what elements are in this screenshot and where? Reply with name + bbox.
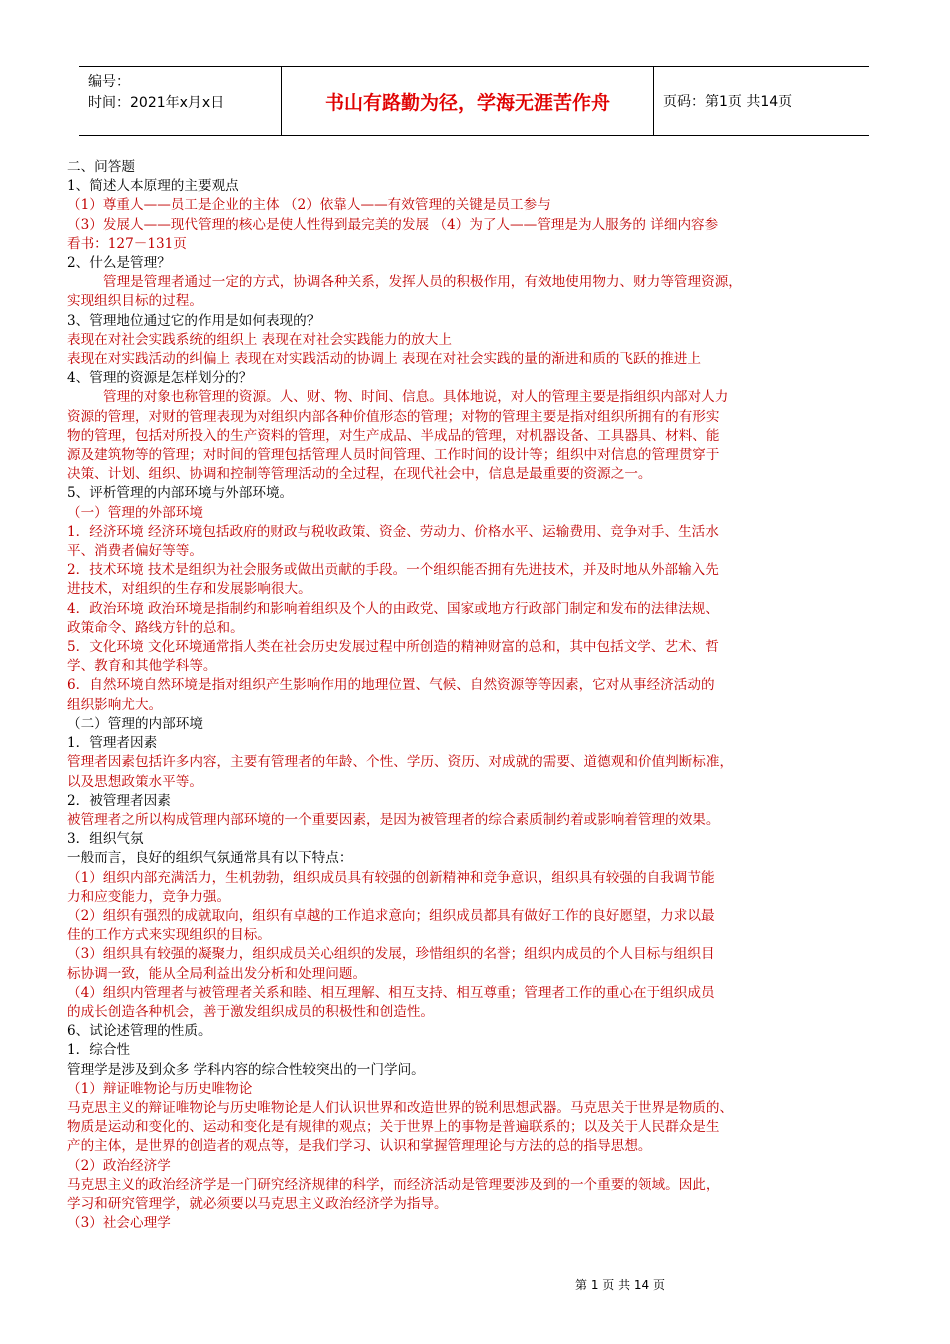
- document-body: [67, 158, 879, 1233]
- text-line: （1）组织内部充满活力，生机勃勃，组织成员具有较强的创新精神和竞争意识，组织具有较强的自我调节能: [67, 869, 715, 886]
- text-line: 政策命令、路线方针的总和。: [67, 619, 244, 636]
- text-line: 物的管理，包括对所投入的生产资料的管理，对生产成品、半成品的管理，对机器设备、工具器具、材料、能: [67, 427, 720, 444]
- text-line: 2．技术环境 技术是组织为社会服务或做出贡献的手段。一个组织能否拥有先进技术，并及时地从外部输入先: [67, 562, 719, 579]
- text-line: 马克思主义的政治经济学是一门研究经济规律的科学，而经济活动是管理要涉及到的一个重要的领域。因此，: [67, 1176, 720, 1193]
- text-line: 学、教育和其他学科等。: [67, 658, 217, 675]
- text-line: （2）政治经济学: [67, 1157, 171, 1174]
- text-line: 4、管理的资源是怎样划分的？: [67, 370, 253, 387]
- text-line: （1）尊重人——员工是企业的主体 （2）依靠人——有效管理的关键是员工参与: [67, 197, 551, 214]
- text-line: （二）管理的内部环境: [67, 715, 203, 732]
- text-line: （2）组织有强烈的成就取向，组织有卓越的工作追求意向；组织成员都具有做好工作的良好愿望，力求以最: [67, 907, 715, 924]
- text-line: 表现在对实践活动的纠偏上 表现在对实践活动的协调上 表现在对社会实践的量的渐进和质的飞跃的推进上: [67, 351, 701, 368]
- text-line: 管理的对象也称管理的资源。人、财、物、时间、信息。具体地说，对人的管理主要是指组织内部对人力: [103, 389, 729, 406]
- text-line: 1．经济环境 经济环境包括政府的财政与税收政策、资金、劳动力、价格水平、运输费用、竞争对手、生活水: [67, 523, 719, 540]
- text-line: （一）管理的外部环境: [67, 504, 203, 521]
- text-line: 3、管理地位通过它的作用是如何表现的？: [67, 312, 321, 329]
- text-line: 力和应变能力，竞争力强。: [67, 888, 231, 905]
- text-line: 佳的工作方式来实现组织的目标。: [67, 927, 271, 944]
- text-line: 的成长创造各种机会，善于激发组织成员的积极性和创造性。: [67, 1003, 435, 1020]
- number-label: 编号：: [88, 74, 130, 90]
- text-line: 被管理者之所以构成管理内部环境的一个重要因素，是因为被管理者的综合素质制约着或影响着管理的效果。: [67, 811, 720, 828]
- text-line: 物质是运动和变化的、运动和变化是有规律的观点；关于世界上的事物是普遍联系的；以及关于人民群众是生: [67, 1119, 720, 1136]
- text-line: 1．管理者因素: [67, 735, 158, 752]
- text-line: 5．文化环境 文化环境通常指人类在社会历史发展过程中所创造的精神财富的总和，其中包括文学、艺术、哲: [67, 639, 719, 656]
- text-line: 2．被管理者因素: [67, 792, 171, 809]
- text-line: 实现组织目标的过程。: [67, 293, 203, 310]
- text-line: 标协调一致，能从全局利益出发分析和处理问题。: [67, 965, 367, 982]
- header-meta: [79, 67, 282, 135]
- text-line: 产的主体，是世界的创造者的观点等，是我们学习、认识和掌握管理理论与方法的总的指导思想。: [67, 1138, 652, 1155]
- text-line: 学习和研究管理学，就必须要以马克思主义政治经济学为指导。: [67, 1195, 448, 1212]
- page-footer: 第 1 页 共 14 页: [575, 1278, 665, 1292]
- text-line: 2、什么是管理？: [67, 255, 171, 272]
- text-line: 进技术，对组织的生存和发展影响很大。: [67, 581, 312, 598]
- text-line: （3）发展人——现代管理的核心是使人性得到最完美的发展 （4）为了人——管理是为人服务的 详细内容参: [67, 216, 719, 233]
- text-line: （3）组织具有较强的凝聚力，组织成员关心组织的发展，珍惜组织的名誉；组织内成员的个人目标与组织目: [67, 946, 715, 963]
- text-line: 6、试论述管理的性质。: [67, 1023, 212, 1040]
- text-line: 1、简述人本原理的主要观点: [67, 178, 239, 195]
- text-line: 管理是管理者通过一定的方式，协调各种关系，发挥人员的积极作用，有效地使用物力、财力等管理资源，: [103, 274, 742, 291]
- text-line: 决策、计划、组织、协调和控制等管理活动的全过程，在现代社会中，信息是最重要的资源之一。: [67, 466, 652, 483]
- text-line: 5、评析管理的内部环境与外部环境。: [67, 485, 294, 502]
- text-line: 看书：127－131页: [67, 235, 187, 252]
- text-line: 资源的管理，对财的管理表现为对组织内部各种价值形态的管理；对物的管理主要是指对组织所拥有的有形实: [67, 408, 720, 425]
- text-line: 4．政治环境 政治环境是指制约和影响着组织及个人的由政党、国家或地方行政部门制定和发布的法律法规、: [67, 600, 719, 617]
- text-line: 平、消费者偏好等等。: [67, 543, 203, 560]
- text-line: 1．综合性: [67, 1042, 131, 1059]
- page-header: [79, 66, 869, 136]
- header-motto: 书山有路勤为径，学海无涯苦作舟: [282, 67, 654, 135]
- text-line: 管理学是涉及到众多 学科内容的综合性较突出的一门学问。: [67, 1061, 425, 1078]
- text-line: 以及思想政策水平等。: [67, 773, 203, 790]
- text-line: 马克思主义的辩证唯物论与历史唯物论是人们认识世界和改造世界的锐利思想武器。马克思关于世界是物质的、: [67, 1099, 734, 1116]
- text-line: 管理者因素包括许多内容，主要有管理者的年龄、个性、学历、资历、对成就的需要、道德观和价值判断标准，: [67, 754, 734, 771]
- text-line: 3．组织气氛: [67, 831, 144, 848]
- text-line: 一般而言，良好的组织气氛通常具有以下特点：: [67, 850, 353, 867]
- text-line: （3）社会心理学: [67, 1215, 171, 1232]
- text-line: 二、问答题: [67, 159, 135, 175]
- text-line: 组织影响尤大。: [67, 696, 163, 713]
- text-line: 表现在对社会实践系统的组织上 表现在对社会实践能力的放大上: [67, 331, 452, 348]
- text-line: （1）辩证唯物论与历史唯物论: [67, 1080, 253, 1097]
- text-line: （4）组织内管理者与被管理者关系和睦、相互理解、相互支持、相互尊重；管理者工作的重心在于组织成员: [67, 984, 715, 1001]
- time-label: 时间：2021年x月x日: [88, 95, 225, 111]
- header-page-info: 页码：第1页 共14页: [663, 94, 793, 110]
- text-line: 源及建筑物等的管理；对时间的管理包括管理人员时间管理、工作时间的设计等；组织中对信息的管理贯穿于: [67, 447, 720, 464]
- text-line: 6．自然环境自然环境是指对组织产生影响作用的地理位置、气候、自然资源等等因素，它对从事经济活动的: [67, 677, 715, 694]
